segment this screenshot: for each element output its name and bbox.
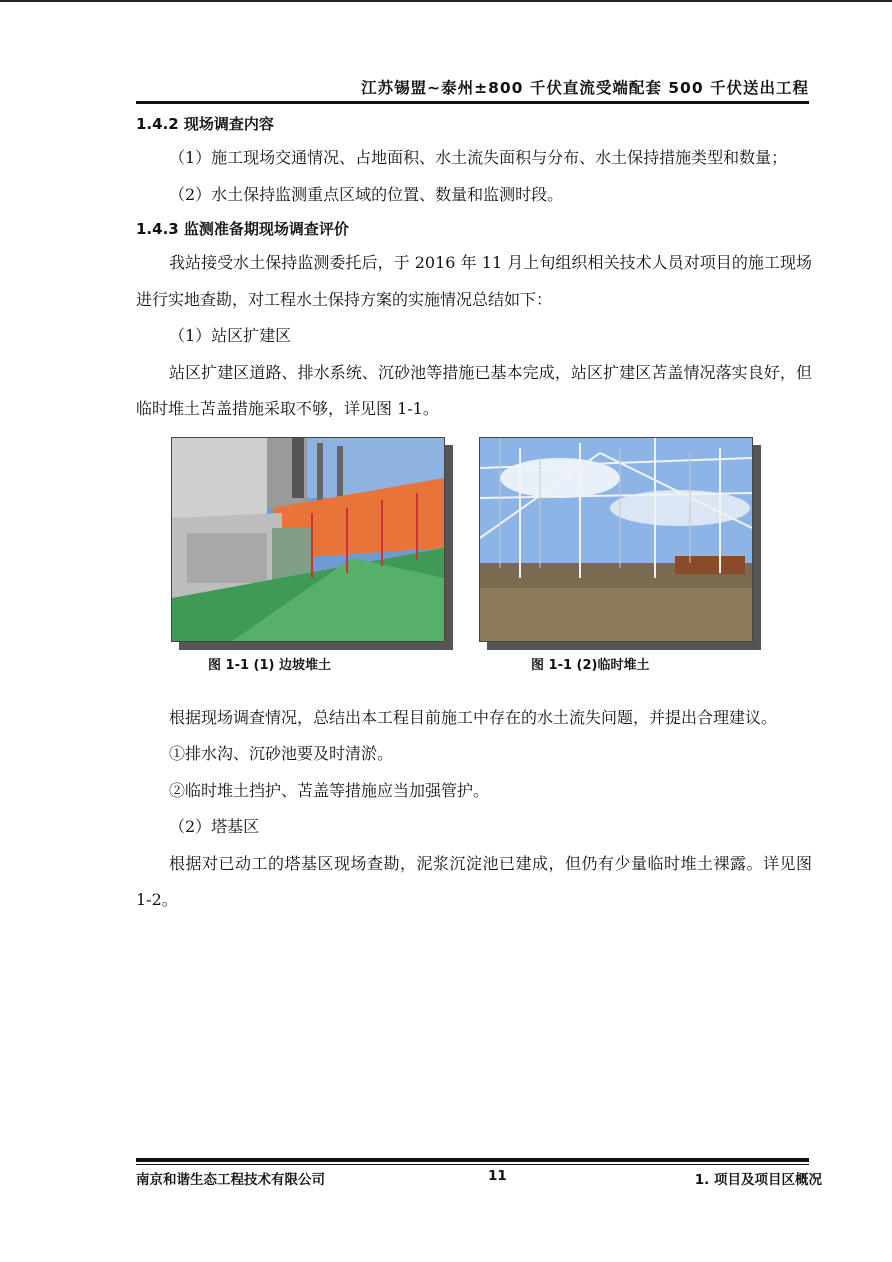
paragraph: 我站接受水土保持监测委托后，于 2016 年 11 月上旬组织相关技术人员对项目的施工现场进行实地查勘，对工程水土保持方案的实施情况总结如下： — [136, 253, 812, 309]
paragraph: （1）站区扩建区 — [169, 326, 292, 345]
footer-page-number: 11 — [488, 1168, 507, 1184]
section-heading-1-4-2: 1.4.2 现场调查内容 — [136, 115, 274, 133]
section-heading-1-4-3: 1.4.3 监测准备期现场调查评价 — [136, 220, 349, 238]
paragraph: 站区扩建区道路、排水系统、沉砂池等措施已基本完成，站区扩建区苫盖情况落实良好，但临时堆土苫盖措施采取不够，详见图 1-1。 — [136, 362, 812, 418]
footer-company: 南京和谐生态工程技术有限公司 — [136, 1172, 325, 1188]
paragraph: 根据对已动工的塔基区现场查勘，泥浆沉淀池已建成，但仍有少量临时堆土裸露。详见图 1-2。 — [136, 853, 812, 909]
paragraph: ②临时堆土挡护、苫盖等措施应当加强管护。 — [169, 780, 490, 800]
figure-row — [136, 428, 812, 700]
page-top-border — [0, 0, 892, 2]
figure-caption: 图 1-1 (1) 边坡堆土 — [208, 657, 331, 673]
paragraph: （2）塔基区 — [169, 817, 260, 836]
paragraph: ①排水沟、沉砂池要及时清淤。 — [169, 744, 394, 763]
page-body — [136, 108, 812, 919]
figure-caption: 图 1-1 (2)临时堆土 — [531, 657, 650, 673]
paragraph: （2）水土保持监测重点区域的位置、数量和监测时段。 — [169, 184, 564, 204]
paragraph: （1）施工现场交通情况、占地面积、水土流失面积与分布、水土保持措施类型和数量； — [169, 148, 788, 167]
footer-chapter: 1. 项目及项目区概况 — [694, 1172, 822, 1188]
paragraph: 根据现场调查情况，总结出本工程目前施工中存在的水土流失问题，并提出合理建议。 — [169, 707, 778, 727]
footer-rule — [136, 1158, 809, 1162]
photo-temporary-soil-pile — [479, 437, 753, 642]
photo-slope-soil-pile — [171, 437, 445, 642]
running-header-title: 江苏锡盟~泰州±800 千伏直流受端配套 500 千伏送出工程 — [361, 79, 809, 97]
footer-rule-thin — [136, 1164, 809, 1165]
header-rule — [136, 101, 809, 104]
